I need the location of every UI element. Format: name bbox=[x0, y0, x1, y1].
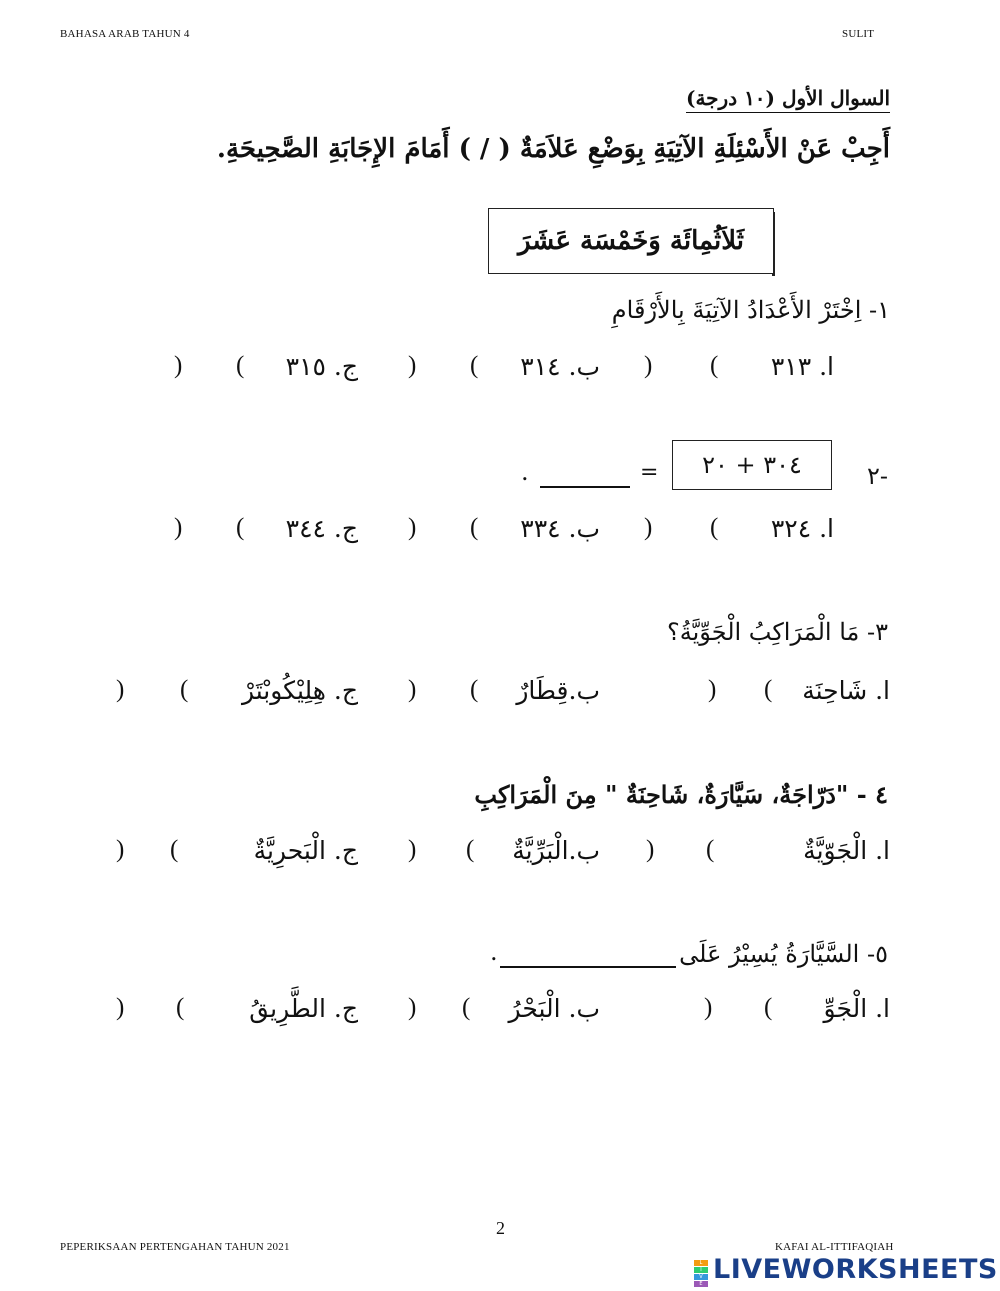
liveworksheets-text: LIVEWORKSHEETS bbox=[713, 1254, 998, 1285]
q1-option-c: ج. ٣١٥ bbox=[285, 352, 358, 381]
section-title: السوال الأول (١٠ درجة) bbox=[686, 86, 890, 113]
q5-option-c: ج. الطَّرِيقُ bbox=[249, 994, 358, 1023]
answer-blank[interactable] bbox=[500, 940, 676, 968]
answer-blank[interactable] bbox=[540, 460, 630, 488]
q4-option-b: ب.الْبَرِّيَّةٌ bbox=[512, 836, 600, 865]
expression-box bbox=[672, 440, 832, 490]
number-words-box bbox=[488, 208, 774, 274]
q5-option-a: ا. الْجَوِّ bbox=[823, 994, 890, 1023]
q3-option-b: ب.قِطَارٌ bbox=[516, 676, 600, 705]
header-left: BAHASA ARAB TAHUN 4 bbox=[60, 28, 190, 40]
question-text: السَّيَّارَةُ يُسِيْرُ عَلَى bbox=[679, 940, 860, 968]
q3-option-c: ج. هِلِيْكُوبْتَرْ bbox=[241, 676, 358, 705]
question-2-number: -٢ bbox=[867, 462, 888, 490]
footer-left: PEPERIKSAAN PERTENGAHAN TAHUN 2021 bbox=[60, 1241, 290, 1253]
question-3 bbox=[667, 618, 888, 646]
question-text: "دَرّاجَةٌ، سَيَّارَةٌ، شَاحِنَةٌ " مِنَ الْمَرَاكِبِ bbox=[474, 780, 849, 809]
question-5 bbox=[679, 940, 888, 968]
question-4 bbox=[474, 780, 888, 809]
question-text: مَا الْمَرَاكِبُ الْجَوِّيَّةُ؟ bbox=[667, 618, 860, 646]
question-number: ١- bbox=[869, 296, 890, 324]
q2-option-a: ا. ٣٢٤ bbox=[770, 514, 834, 543]
sentence-end: . bbox=[490, 938, 498, 966]
q1-option-b: ب. ٣١٤ bbox=[520, 352, 600, 381]
q3-option-a: ا. شَاحِنَة bbox=[802, 676, 890, 705]
number-words: ثَلاَثُمِائَة وَخَمْسَة عَشَرَ bbox=[517, 226, 745, 256]
q4-option-a: ا. الْجَوّيَّةٌ bbox=[803, 836, 890, 865]
sentence-end: . bbox=[521, 458, 529, 486]
question-number: ٥- bbox=[867, 940, 888, 968]
q5-option-b: ب. الْبَحْرُ bbox=[508, 994, 600, 1023]
question-text: اِخْتَرْ الأَعْدَادُ الآتِيَةَ بِالأَرْقَامِ bbox=[611, 296, 862, 324]
instruction-text: أَجِبْ عَنْ الأَسْئِلَةِ الآتِيَةِ بِوَضْعِ عَلاَمَةٌ ( / ) أَمَامَ الإِجَابَةِ الصَّحِيحَةِ. bbox=[216, 134, 890, 164]
footer-right: KAFAI AL-ITTIFAQIAH bbox=[775, 1241, 894, 1253]
expression: ٣٠٤ + ٢٠ bbox=[702, 451, 802, 479]
q4-option-c: ج. الْبَحرِيَّةٌ bbox=[253, 836, 358, 865]
q1-option-a: ا. ٣١٣ bbox=[770, 352, 834, 381]
header-right: SULIT bbox=[842, 28, 875, 40]
question-number: ٤ - bbox=[856, 780, 888, 809]
equals-sign: = bbox=[640, 460, 659, 485]
q2-option-c: ج. ٣٤٤ bbox=[285, 514, 358, 543]
liveworksheets-logo bbox=[694, 1254, 998, 1287]
page-number: 2 bbox=[496, 1218, 505, 1238]
question-number: ٣- bbox=[867, 618, 888, 646]
question-1 bbox=[612, 296, 890, 324]
liveworksheets-icon: L I V E bbox=[694, 1260, 708, 1287]
q2-option-b: ب. ٣٣٤ bbox=[520, 514, 600, 543]
